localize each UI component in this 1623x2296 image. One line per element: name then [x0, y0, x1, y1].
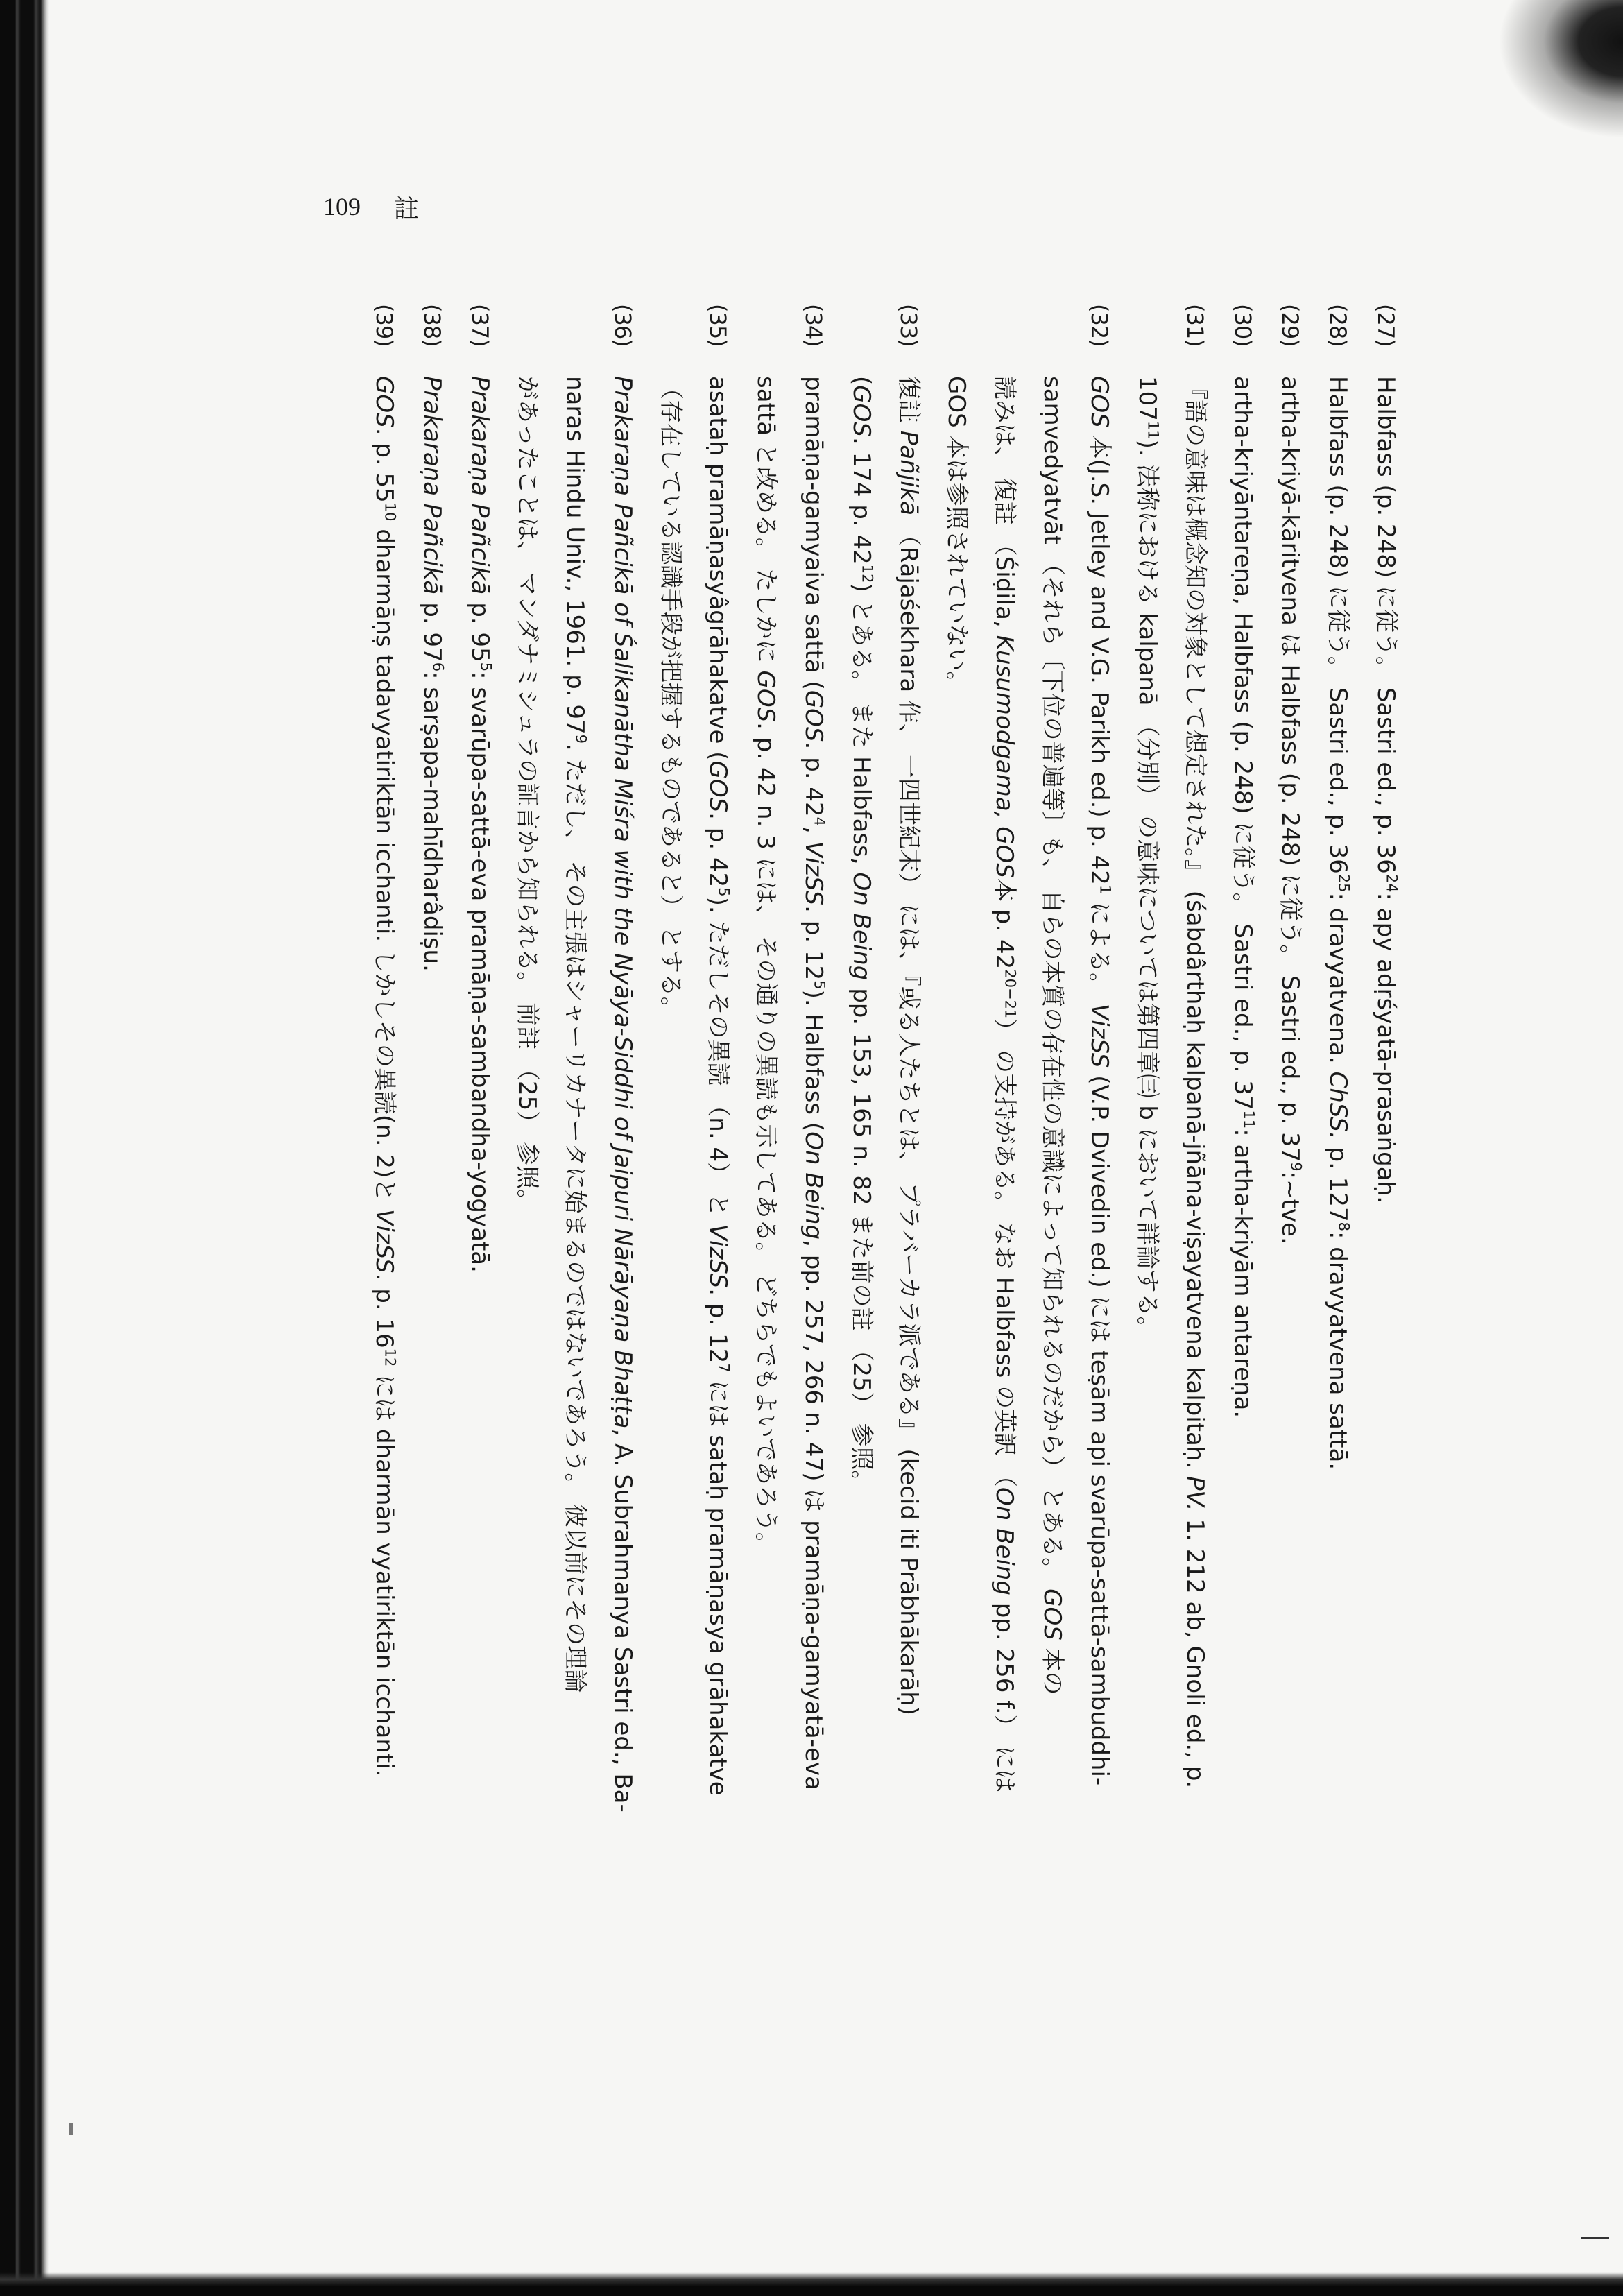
- note-text: pramāṇa-gamyaiva sattā (GOS. p. $42^4$, VizSS. p. $12^5$). Halbfass (On Being, pp. 257, 266 n. 47) は pramāṇa-gamyatā-eva: [800, 376, 828, 1790]
- book-spine-shadow: [0, 0, 49, 2296]
- running-head-title: 註: [394, 194, 420, 223]
- note-38: [413, 304, 451, 2198]
- note-29: [1271, 304, 1309, 2198]
- scan-edge-mark: [1581, 2237, 1609, 2239]
- note-35-cont: [651, 304, 689, 2198]
- note-number: (38): [419, 304, 445, 347]
- note-text: GOS 本は参照されていない。: [943, 376, 971, 695]
- note-text: Prakaraṇa Pañcikā p. $97^6$: sarṣapa-mahīdharâdiṣu.: [418, 376, 447, 972]
- page-number: 109: [323, 193, 361, 221]
- note-28: [1319, 304, 1357, 2198]
- note-text: (GOS. 174 p. $42^{12}$) とある。 また Halbfass, On Being pp. 153, 165 n. 82 また前の註 （25） 参照。: [847, 376, 876, 1494]
- note-39: [365, 304, 403, 2198]
- note-number: (37): [466, 304, 493, 347]
- note-36: [603, 304, 642, 2198]
- note-30: [1223, 304, 1262, 2198]
- note-number: (34): [800, 304, 827, 347]
- note-27: [1366, 304, 1405, 2198]
- note-number: (33): [895, 304, 922, 347]
- note-text: Prakaraṇa Pañcikā of Śalikanātha Miśra with the Nyāya-Siddhi of Jaipuri Nārāyaṇa Bhaṭṭa, A. Subrahmanya Sastri ed., Ba-: [609, 376, 637, 1813]
- note-35: [699, 304, 737, 2198]
- note-number: (32): [1086, 304, 1113, 347]
- scan-corner-shadow: [1498, 0, 1623, 139]
- note-text: GOS. p. $55^{10}$ dharmāṇṣ tadavyatiriktān icchanti. しかしその異読(n. 2)と VizSS. p. $16^{12}$ には dharmān vyatiriktān icchanti.: [370, 376, 399, 1777]
- note-text: asataḥ pramāṇasyâgrāhakatve (GOS. p. $42^5$). ただしその異読 （n. 4） と VizSS. p. $12^7$ には sataḥ pramāṇasya grāhakatve: [704, 376, 732, 1796]
- note-text: 『語の意味は概念知の対象として想定された。』 (śabdârthaḥ kalpanā-jñāna-viṣayatvena kalpitaḥ. PV. 1. 212 ab, Gnoli ed., p.: [1181, 376, 1209, 1789]
- note-text: Prakaraṇa Pañcikā p. $95^5$: svarūpa-sattā-eva pramāṇa-sambandha-yogyatā.: [465, 376, 495, 1273]
- note-number: (39): [371, 304, 398, 347]
- notes-block: [343, 304, 1405, 2198]
- note-32-cont: [1033, 304, 1071, 2198]
- note-32-cont: [985, 304, 1023, 2198]
- note-33-cont: [842, 304, 880, 2198]
- note-text: Halbfass (p. 248) に従う。 Sastri ed., p. $36^{25}$: dravyatvena. ChSS. p. $127^8$: dravyatvena sattā.: [1324, 376, 1352, 1471]
- note-number: (36): [610, 304, 636, 347]
- running-header: [323, 186, 419, 228]
- note-number: (27): [1373, 304, 1399, 347]
- note-37: [461, 304, 499, 2198]
- note-32: [1081, 304, 1119, 2198]
- margin-mark: [69, 2123, 73, 2135]
- note-text: GOS 本(J.S. Jetley and V.G. Parikh ed.) p. $42^1$ による。 VizSS (V.P. Dvivedin ed.) には teṣām api svarūpa-sattā-sambuddhi-: [1085, 376, 1114, 1786]
- note-number: (30): [1229, 304, 1256, 347]
- note-36-cont: [508, 304, 547, 2198]
- note-number: (29): [1277, 304, 1304, 347]
- note-text: naras Hindu Univ., 1961. p. $97^9$. ただし、 その主張はシャーリカナータに始まるのではないであろう。 彼以前にその理論: [561, 376, 590, 1693]
- note-number: (31): [1182, 304, 1208, 347]
- note-text: sattā と改める。 たしかに GOS. p. 42 n. 3 には、 その通りの異読も示してある。 どちらでもよいであろう。: [752, 376, 780, 1556]
- note-text: artha-kriyā-kāritvena は Halbfass (p. 248) に従う。 Sastri ed., p. $37^9:\sim tve$.: [1276, 376, 1305, 1244]
- note-34-cont: [746, 304, 784, 2198]
- scan-bottom-edge: [0, 2272, 1623, 2296]
- note-31: [1176, 304, 1214, 2198]
- note-31-cont: [1128, 304, 1166, 2198]
- note-number: (35): [705, 304, 732, 347]
- note-34: [794, 304, 832, 2198]
- note-text: $107^{11}$). 法称における kalpanā （分別） の意味については第四章㈢ b において詳論する。: [1133, 376, 1162, 1340]
- note-text: 復註 Pañjikā （Rājaśekhara 作、 一四世紀末） には、『或る人たちとは、 プラバーカラ派である』 (kecid iti Prābhākarāḥ): [895, 376, 923, 1716]
- note-36-cont: [556, 304, 594, 2198]
- note-number: (28): [1325, 304, 1352, 347]
- note-text: Halbfass (p. 248) に従う。 Sastri ed., p. $36^{24}$: apy adṛśyatā-prasaṅgaḥ.: [1372, 376, 1400, 1203]
- note-text: があったことは、 マンダナミシュラの証言から知られる。 前註 （25） 参照。: [513, 376, 542, 1213]
- note-text: saṃvedyatvāt （それら〔下位の普遍等〕も、 自らの本質の存在性の意識によって知られるのだから） とある。 GOS 本の: [1038, 376, 1066, 1695]
- note-32-cont: [937, 304, 975, 2198]
- note-33: [890, 304, 928, 2198]
- note-text: 読みは、 復註 （Śiḍila, Kusumodgama, GOS本 p. $42^{20-21}$） の支持がある。 なお Halbfass の英訳 （On Being pp. 256 f.） には: [990, 376, 1019, 1793]
- note-text: artha-kriyāntareṇa, Halbfass (p. 248) に従う。 Sastri ed., p. $37^{11}$: artha-kriyām antareṇa.: [1228, 376, 1257, 1419]
- note-text: （存在している認識手段が把握するものであると） とする。: [656, 376, 685, 1020]
